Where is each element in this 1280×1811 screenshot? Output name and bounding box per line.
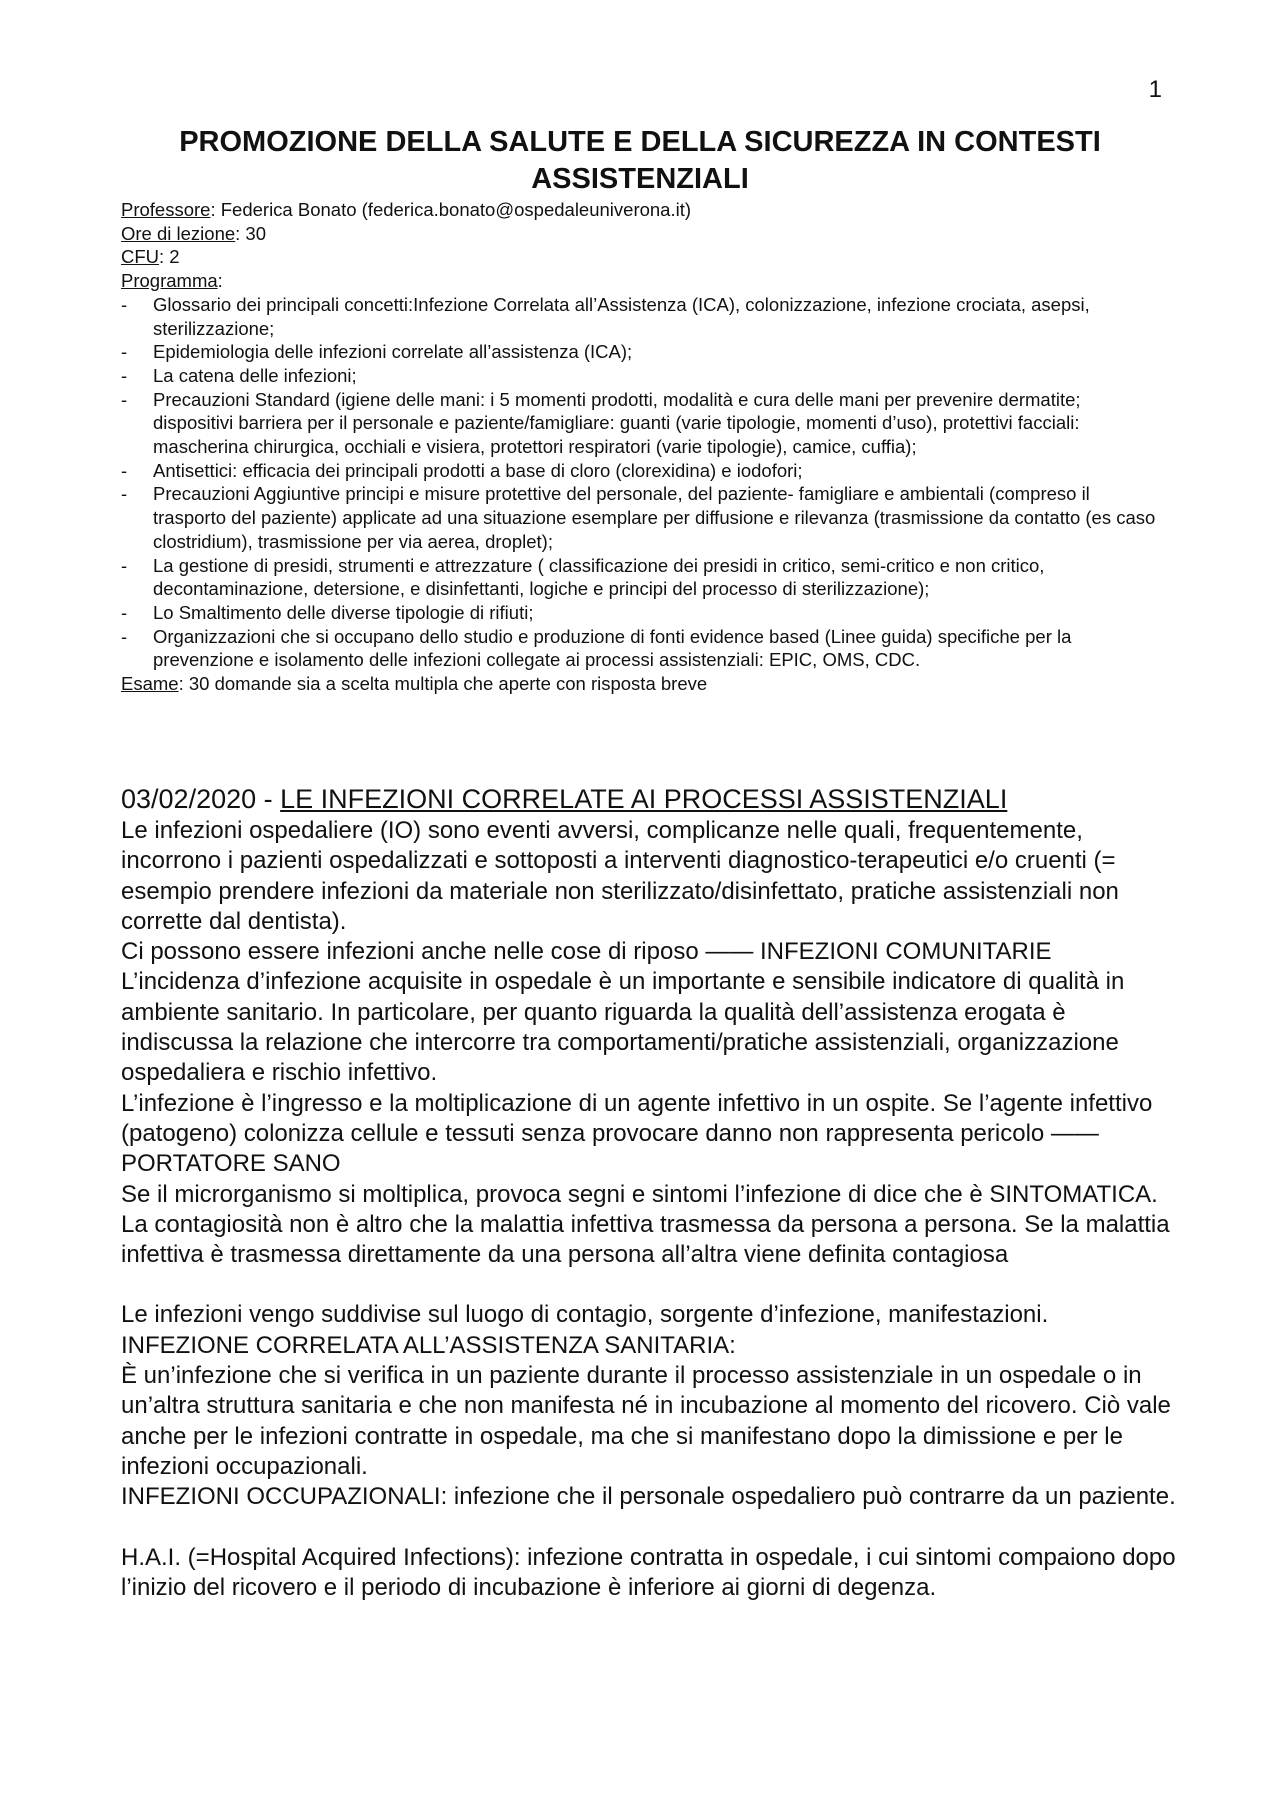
lesson-body [121, 782, 1181, 1603]
list-item-text: Glossario dei principali concetti:Infezione Correlata all’Assistenza (ICA), colonizzazione, infezione crociata, asepsi, sterilizzazione; [153, 293, 1090, 339]
esame-line [121, 672, 1161, 696]
dash-bullet: - [121, 554, 128, 576]
list-item-text: La catena delle infezioni; [153, 364, 357, 386]
programma-value: : [217, 270, 223, 292]
list-item-text: La gestione di presidi, strumenti e attrezzature ( classificazione dei presidi in critico, semi-critico e non critico, decontaminazione, detersione, e disinfettanti, logiche e principi del processo di sterilizzazione); [153, 554, 1045, 600]
dash-bullet: - [121, 364, 128, 386]
list-item-text: Precauzioni Aggiuntive principi e misure protettive del personale, del paziente- famigliare e ambientali (compreso il trasporto del paziente) applicate ad una situazione esemplare per diffusione e rilevanza (trasmissione da contatto (es caso clostridium), trasmissione per via aerea, droplet); [153, 483, 1156, 552]
ore-label: Ore di lezione [121, 222, 236, 244]
dash-bullet: - [121, 293, 128, 315]
programma-list [121, 293, 1161, 672]
paragraph: Ci possono essere infezioni anche nelle cose di riposo —— INFEZIONI COMUNITARIE [121, 938, 1052, 966]
professore-label: Professore [121, 199, 211, 220]
list-item [121, 459, 1161, 483]
list-item [121, 340, 1161, 364]
page-number: 1 [1148, 76, 1162, 103]
paragraph: Se il microrganismo si moltiplica, provoca segni e sintomi l’infezione di dice che è SINTOMATICA. La contagiosità non è altro che la malattia infettiva trasmessa da persona a persona. Se la malattia infettiva è trasmessa direttamente da una persona all’altra viene definita contagiosa [121, 1180, 1170, 1269]
list-item [121, 601, 1161, 625]
spacer [121, 1513, 1181, 1543]
list-item [121, 625, 1161, 672]
list-item-text: Organizzazioni che si occupano dello studio e produzione di fonti evidence based (Linee guida) specifiche per la prevenzione e isolamento delle infezioni collegate ai processi assistenziali: EPIC, OMS, CDC. [153, 625, 1072, 671]
programma-line [121, 269, 1161, 293]
paragraph: INFEZIONE CORRELATA ALL’ASSISTENZA SANITARIA: [121, 1331, 736, 1359]
professore-line [121, 198, 1161, 222]
ore-value: : 30 [235, 222, 267, 244]
cfu-line [121, 245, 1161, 269]
dash-bullet: - [121, 625, 128, 647]
paragraph: H.A.I. (=Hospital Acquired Infections): infezione contratta in ospedale, i cui sintomi compaiono dopo l’inizio del ricovero e il periodo di incubazione è inferiore ai giorni di degenza. [121, 1543, 1176, 1601]
lesson-date: 03/02/2020 - [121, 784, 281, 814]
list-item [121, 364, 1161, 388]
esame-value: : 30 domande sia a scelta multipla che aperte con risposta breve [178, 673, 708, 695]
paragraph: È un’infezione che si verifica in un paziente durante il processo assistenziale in un ospedale o in un’altra struttura sanitaria e che non manifesta né in incubazione al momento del ricovero. Ciò vale anche per le infezioni contratte in ospedale, ma che si manifestano dopo la dimissione e per le infezioni occupazionali. [121, 1362, 1171, 1480]
list-item-text: Epidemiologia delle infezioni correlate all’assistenza (ICA); [153, 341, 633, 363]
dash-bullet: - [121, 601, 128, 623]
ore-line [121, 222, 1161, 246]
course-info [121, 198, 1161, 696]
list-item-text: Lo Smaltimento delle diverse tipologie di rifiuti; [153, 601, 534, 623]
lesson-heading [121, 782, 1181, 816]
paragraph: L’incidenza d’infezione acquisite in ospedale è un importante e sensibile indicatore di qualità in ambiente sanitario. In particolare, per quanto riguarda la qualità dell’assistenza erogata è indiscussa la relazione che intercorre tra comportamenti/pratiche assistenziali, organizzazione ospedaliera e rischio infettivo. [121, 968, 1125, 1087]
dash-bullet: - [121, 459, 128, 481]
paragraph: INFEZIONI OCCUPAZIONALI: infezione che il personale ospedaliero può contrarre da un paziente. [121, 1483, 1176, 1511]
professore-value: : Federica Bonato (federica.bonato@ospedaleuniverona.it) [210, 199, 692, 220]
document-title: PROMOZIONE DELLA SALUTE E DELLA SICUREZZA IN CONTESTI ASSISTENZIALI [179, 126, 1101, 195]
dash-bullet: - [121, 388, 128, 410]
dash-bullet: - [121, 341, 128, 363]
paragraph: Le infezioni vengo suddivise sul luogo di contagio, sorgente d’infezione, manifestazioni. [121, 1301, 1049, 1329]
dash-bullet: - [121, 483, 128, 505]
programma-label: Programma [121, 270, 218, 292]
esame-label: Esame [121, 673, 179, 695]
list-item [121, 293, 1161, 340]
list-item [121, 388, 1161, 459]
spacer [121, 1270, 1181, 1300]
paragraph: L’infezione è l’ingresso e la moltiplicazione di un agente infettivo in un ospite. Se l’agente infettivo (patogeno) colonizza cellule e tessuti senza provocare danno non rappresenta pericolo —— PORTATORE SANO [121, 1089, 1153, 1178]
list-item [121, 482, 1161, 553]
paragraph: Le infezioni ospedaliere (IO) sono eventi avversi, complicanze nelle quali, frequentemente, incorrono i pazienti ospedalizzati e sottoposti a interventi diagnostico-terapeutici e/o cruenti (= esempio prendere infezioni da materiale non sterilizzato/disinfettato, pratiche assistenziali non corrette dal dentista). [121, 817, 1119, 935]
cfu-label: CFU [121, 246, 160, 268]
cfu-value: : 2 [159, 246, 180, 268]
list-item-text: Precauzioni Standard (igiene delle mani: i 5 momenti prodotti, modalità e cura delle mani per prevenire dermatite; dispositivi barriera per il personale e paziente/famigliare: guanti (varie tipologie, momenti d’uso), protettivi facciali: mascherina chirurgica, occhiali e visiera, protettori respiratori (varie tipologie), camice, cuffia); [153, 388, 1081, 458]
list-item-text: Antisettici: efficacia dei principali prodotti a base di cloro (clorexidina) e iodofori; [153, 459, 803, 481]
list-item [121, 554, 1161, 601]
lesson-topic: LE INFEZIONI CORRELATE AI PROCESSI ASSISTENZIALI [280, 784, 1008, 814]
